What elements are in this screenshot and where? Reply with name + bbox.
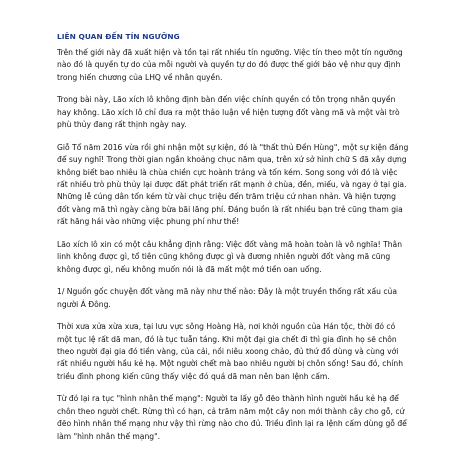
paragraph-6: Thời xưa xửa xừa xưa, tại lưu vực sông Hoàng Hà, nơi khởi nguồn của Hán tộc, thời đó có một tục lệ rất dã man, đó là tục tuẫn táng. Khi một đại gia chết đi thì gia đình họ sẽ chôn theo người đại gia đó tiền vàng, của cải, nồi niêu xoong chảo, đủ thứ đồ dùng và cùng với rất nhiều người hầu kẻ hạ. Một người chết mà bao nhiêu người bị chôn sống! Sau đó, chính triều đình phong kiến cũng thấy việc đó quá dã man nên ban lệnh cấm. <box>57 322 404 381</box>
paragraph-5: 1/ Nguồn gốc chuyện đốt vàng mã này như thế nào: Đây là một truyền thống rất xấu của người Á Đông. <box>57 287 397 309</box>
paragraph-3: Giỗ Tổ năm 2016 vừa rồi ghi nhận một sự kiện, đó là "thất thủ Đền Hùng", một sự kiện đáng để suy nghĩ! Trong thời gian ngắn khoảng chục năm qua, trên xứ sở hình chữ S đã xây dựng không biết bao nhiêu là chùa chiền cực hoành tráng và tốn kém. Song song với đó là việc rất nhiều trò phù thủy lại được đất phát triển rất mạnh ở chùa, đền, miếu, và ngay ở tại gia. Những lễ cúng dân tốn kém từ vài chục triệu đến trăm triệu cứ nhan nhản. Và hiện tượng đốt vàng mã thì ngày càng bừa bãi lãng phí. Đáng buồn là rất nhiều bạn trẻ cũng tham gia rất hăng hái vào những việc phung phí như thế! <box>57 142 409 227</box>
paragraph-7: Từ đó lại ra tục "hình nhân thế mạng": Người ta lấy gỗ đẽo thành hình người hầu kẻ hạ để chôn theo người chết. Rừng thì có hạn, cả trăm năm một cây non mới thành cây cho gỗ, cứ đẽo hình nhân thế mạng như vậy thì rừng nào cho đủ. Triều đình lại ra lệnh cấm dùng gỗ để làm "hình nhân thế mạng". <box>57 394 407 441</box>
paragraph-4: Lão xích lô xin có một câu khẳng định rằng: Việc đốt vàng mã hoàn toàn là vô nghĩa! Thân linh không được gì, tổ tiên cũng không được gì và đương nhiên người đốt vàng mã cũng không được gì, nếu không muốn nói là đã mất một mớ tiền oan uổng. <box>57 239 403 274</box>
paragraph-1: Trên thế giới này đã xuất hiện và tồn tại rất nhiều tín ngưỡng. Việc tín theo một tín ngưỡng nào đó là quyền tự do của mỗi người và quyền tự do đó được thế giới bảo vệ như quy định trong hiến chương của LHQ về nhân quyền. <box>57 48 403 82</box>
paragraph-2: Trong bài này, Lão xích lô không định bàn đến việc chính quyền có tôn trọng nhân quyền hay không. Lão xích lô chỉ đưa ra một thảo luận về hiện tượng đốt vàng mã và một vài trò phù thủy đang rất thịnh ngày nay. <box>57 95 400 130</box>
document-heading: LIÊN QUAN ĐẾN TÍN NGƯỠNG <box>57 32 180 41</box>
document-page <box>57 31 409 453</box>
